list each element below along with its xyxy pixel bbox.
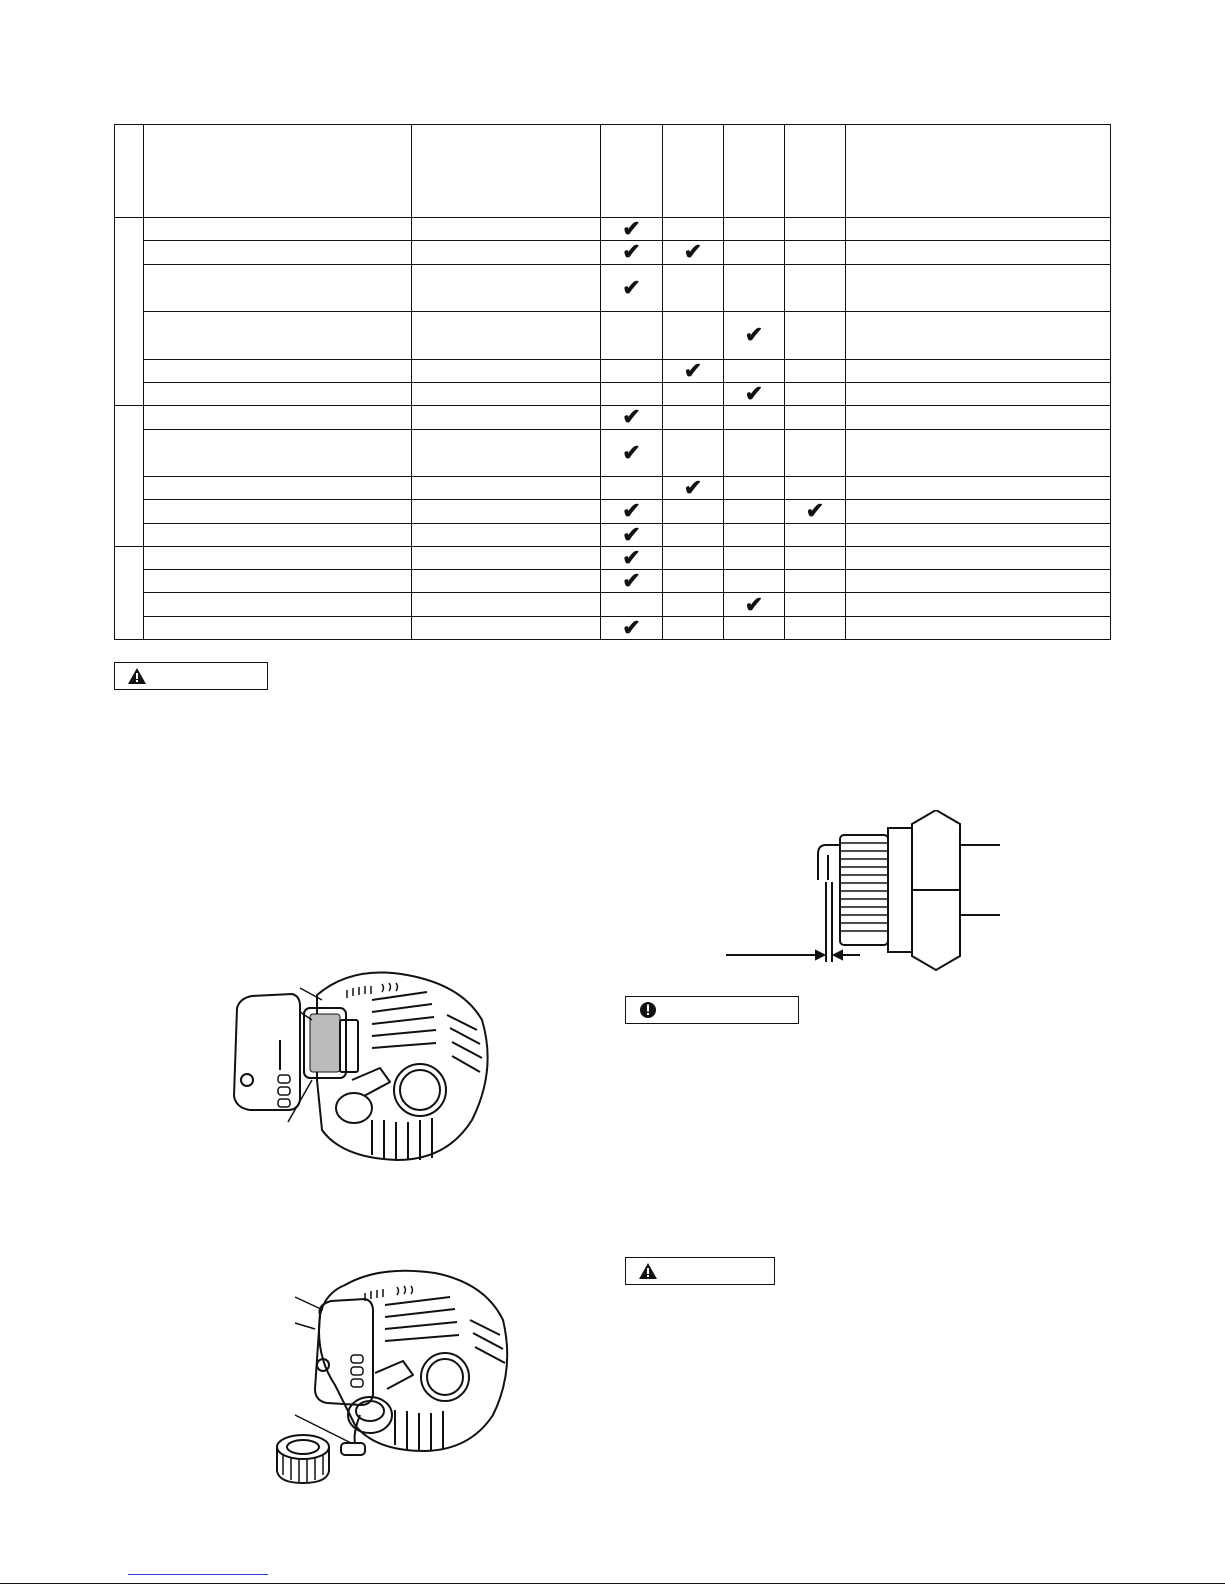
interval-cell-3 <box>724 523 785 546</box>
engine-fuel-cap-illustration <box>275 1265 515 1490</box>
item-cell <box>144 218 412 241</box>
notes-cell <box>846 570 1111 593</box>
item-cell <box>144 264 412 312</box>
interval-cell-1 <box>601 546 663 569</box>
table-row <box>115 570 1111 593</box>
table-row <box>115 616 1111 639</box>
interval-cell-4 <box>785 546 846 569</box>
procedure-cell <box>412 570 601 593</box>
interval-cell-3 <box>724 477 785 500</box>
caution-label-box <box>625 996 799 1024</box>
table-header-row <box>115 125 1111 218</box>
checkmark-icon: ✔ <box>622 544 641 570</box>
item-cell <box>144 500 412 523</box>
maintenance-table <box>114 124 1111 640</box>
item-cell <box>144 570 412 593</box>
interval-cell-1 <box>601 593 663 616</box>
table-row <box>115 218 1111 241</box>
interval-cell-4 <box>785 477 846 500</box>
interval-cell-1 <box>601 500 663 523</box>
interval-cell-3 <box>724 125 785 218</box>
interval-cell-2 <box>663 241 724 264</box>
interval-cell-2 <box>663 616 724 639</box>
warning-triangle-icon <box>638 1262 658 1280</box>
interval-cell-3 <box>724 429 785 477</box>
interval-cell-4 <box>785 264 846 312</box>
table-row <box>115 546 1111 569</box>
section-cell <box>115 406 144 547</box>
checkmark-icon: ✔ <box>622 439 641 465</box>
checkmark-icon: ✔ <box>622 568 641 594</box>
checkmark-icon: ✔ <box>622 274 641 300</box>
checkmark-icon: ✔ <box>683 239 703 265</box>
checkmark-icon: ✔ <box>683 475 703 501</box>
spark-plug-gap-diagram <box>720 810 1020 985</box>
notes-cell <box>846 241 1111 264</box>
notes-cell <box>846 359 1111 382</box>
checkmark-icon: ✔ <box>622 521 641 547</box>
warning-triangle-icon <box>127 667 147 685</box>
interval-cell-1 <box>601 477 663 500</box>
notes-cell <box>846 382 1111 405</box>
engine-air-filter-illustration <box>222 960 502 1165</box>
item-cell <box>144 312 412 360</box>
checkmark-icon: ✔ <box>622 216 641 242</box>
notes-cell <box>846 616 1111 639</box>
interval-cell-1 <box>601 241 663 264</box>
procedure-cell <box>412 218 601 241</box>
notes-cell <box>846 312 1111 360</box>
procedure-cell <box>412 264 601 312</box>
interval-cell-4 <box>785 616 846 639</box>
interval-cell-3 <box>724 359 785 382</box>
checkmark-icon: ✔ <box>622 239 641 265</box>
interval-cell-2 <box>663 359 724 382</box>
table-row <box>115 359 1111 382</box>
item-cell <box>144 429 412 477</box>
interval-cell-4 <box>785 523 846 546</box>
interval-cell-3 <box>724 241 785 264</box>
interval-cell-1 <box>601 264 663 312</box>
interval-cell-1 <box>601 382 663 405</box>
table-row <box>115 429 1111 477</box>
interval-cell-4 <box>785 382 846 405</box>
interval-cell-1 <box>601 406 663 429</box>
interval-cell-4 <box>785 570 846 593</box>
interval-cell-4 <box>785 500 846 523</box>
interval-cell-2 <box>663 477 724 500</box>
interval-cell-2 <box>663 312 724 360</box>
item-cell <box>144 382 412 405</box>
item-cell <box>144 523 412 546</box>
procedure-cell <box>412 406 601 429</box>
table-row <box>115 477 1111 500</box>
interval-cell-1 <box>601 616 663 639</box>
interval-cell-3 <box>724 616 785 639</box>
checkmark-icon: ✔ <box>622 614 641 640</box>
checkmark-icon: ✔ <box>744 591 764 617</box>
interval-cell-4 <box>785 406 846 429</box>
procedure-cell <box>412 125 601 218</box>
interval-cell-1 <box>601 523 663 546</box>
interval-cell-2 <box>663 570 724 593</box>
item-cell <box>144 406 412 429</box>
procedure-cell <box>412 616 601 639</box>
interval-cell-2 <box>663 546 724 569</box>
item-cell <box>144 359 412 382</box>
procedure-cell <box>412 359 601 382</box>
interval-cell-3 <box>724 406 785 429</box>
procedure-cell <box>412 429 601 477</box>
table-row <box>115 241 1111 264</box>
procedure-cell <box>412 546 601 569</box>
table-row <box>115 312 1111 360</box>
checkmark-icon: ✔ <box>805 498 825 524</box>
table-row <box>115 264 1111 312</box>
interval-cell-2 <box>663 382 724 405</box>
page-bottom-rule <box>0 1583 1225 1584</box>
notes-cell <box>846 429 1111 477</box>
notes-cell <box>846 125 1111 218</box>
interval-cell-2 <box>663 406 724 429</box>
item-cell <box>144 546 412 569</box>
interval-cell-4 <box>785 359 846 382</box>
item-cell <box>144 593 412 616</box>
warning-label-box-2 <box>625 1257 775 1285</box>
interval-cell-3 <box>724 312 785 360</box>
procedure-cell <box>412 593 601 616</box>
interval-cell-3 <box>724 500 785 523</box>
table-row <box>115 523 1111 546</box>
item-cell <box>144 125 412 218</box>
section-cell <box>115 125 144 218</box>
interval-cell-2 <box>663 429 724 477</box>
table-row <box>115 406 1111 429</box>
interval-cell-1 <box>601 312 663 360</box>
procedure-cell <box>412 241 601 264</box>
table-row <box>115 593 1111 616</box>
warning-label-box <box>114 662 268 690</box>
interval-cell-4 <box>785 125 846 218</box>
interval-cell-3 <box>724 570 785 593</box>
interval-cell-1 <box>601 359 663 382</box>
procedure-cell <box>412 477 601 500</box>
interval-cell-2 <box>663 523 724 546</box>
checkmark-icon: ✔ <box>683 357 703 383</box>
notes-cell <box>846 500 1111 523</box>
interval-cell-1 <box>601 218 663 241</box>
interval-cell-4 <box>785 429 846 477</box>
interval-cell-2 <box>663 125 724 218</box>
footer-link-underline[interactable] <box>128 1574 268 1575</box>
exclamation-circle-icon <box>638 1000 658 1020</box>
checkmark-icon: ✔ <box>622 404 641 430</box>
interval-cell-2 <box>663 500 724 523</box>
item-cell <box>144 616 412 639</box>
interval-cell-4 <box>785 593 846 616</box>
section-cell <box>115 546 144 639</box>
interval-cell-3 <box>724 593 785 616</box>
notes-cell <box>846 218 1111 241</box>
interval-cell-3 <box>724 218 785 241</box>
notes-cell <box>846 593 1111 616</box>
interval-cell-4 <box>785 218 846 241</box>
interval-cell-4 <box>785 312 846 360</box>
notes-cell <box>846 477 1111 500</box>
interval-cell-4 <box>785 241 846 264</box>
interval-cell-1 <box>601 429 663 477</box>
procedure-cell <box>412 523 601 546</box>
procedure-cell <box>412 500 601 523</box>
interval-cell-3 <box>724 382 785 405</box>
item-cell <box>144 241 412 264</box>
interval-cell-1 <box>601 125 663 218</box>
notes-cell <box>846 523 1111 546</box>
notes-cell <box>846 406 1111 429</box>
interval-cell-3 <box>724 546 785 569</box>
procedure-cell <box>412 382 601 405</box>
table-row <box>115 382 1111 405</box>
table-row <box>115 500 1111 523</box>
notes-cell <box>846 546 1111 569</box>
procedure-cell <box>412 312 601 360</box>
checkmark-icon: ✔ <box>744 322 764 348</box>
interval-cell-2 <box>663 593 724 616</box>
checkmark-icon: ✔ <box>744 381 764 407</box>
interval-cell-2 <box>663 218 724 241</box>
interval-cell-1 <box>601 570 663 593</box>
item-cell <box>144 477 412 500</box>
section-cell <box>115 218 144 406</box>
notes-cell <box>846 264 1111 312</box>
interval-cell-2 <box>663 264 724 312</box>
checkmark-icon: ✔ <box>622 498 641 524</box>
interval-cell-3 <box>724 264 785 312</box>
